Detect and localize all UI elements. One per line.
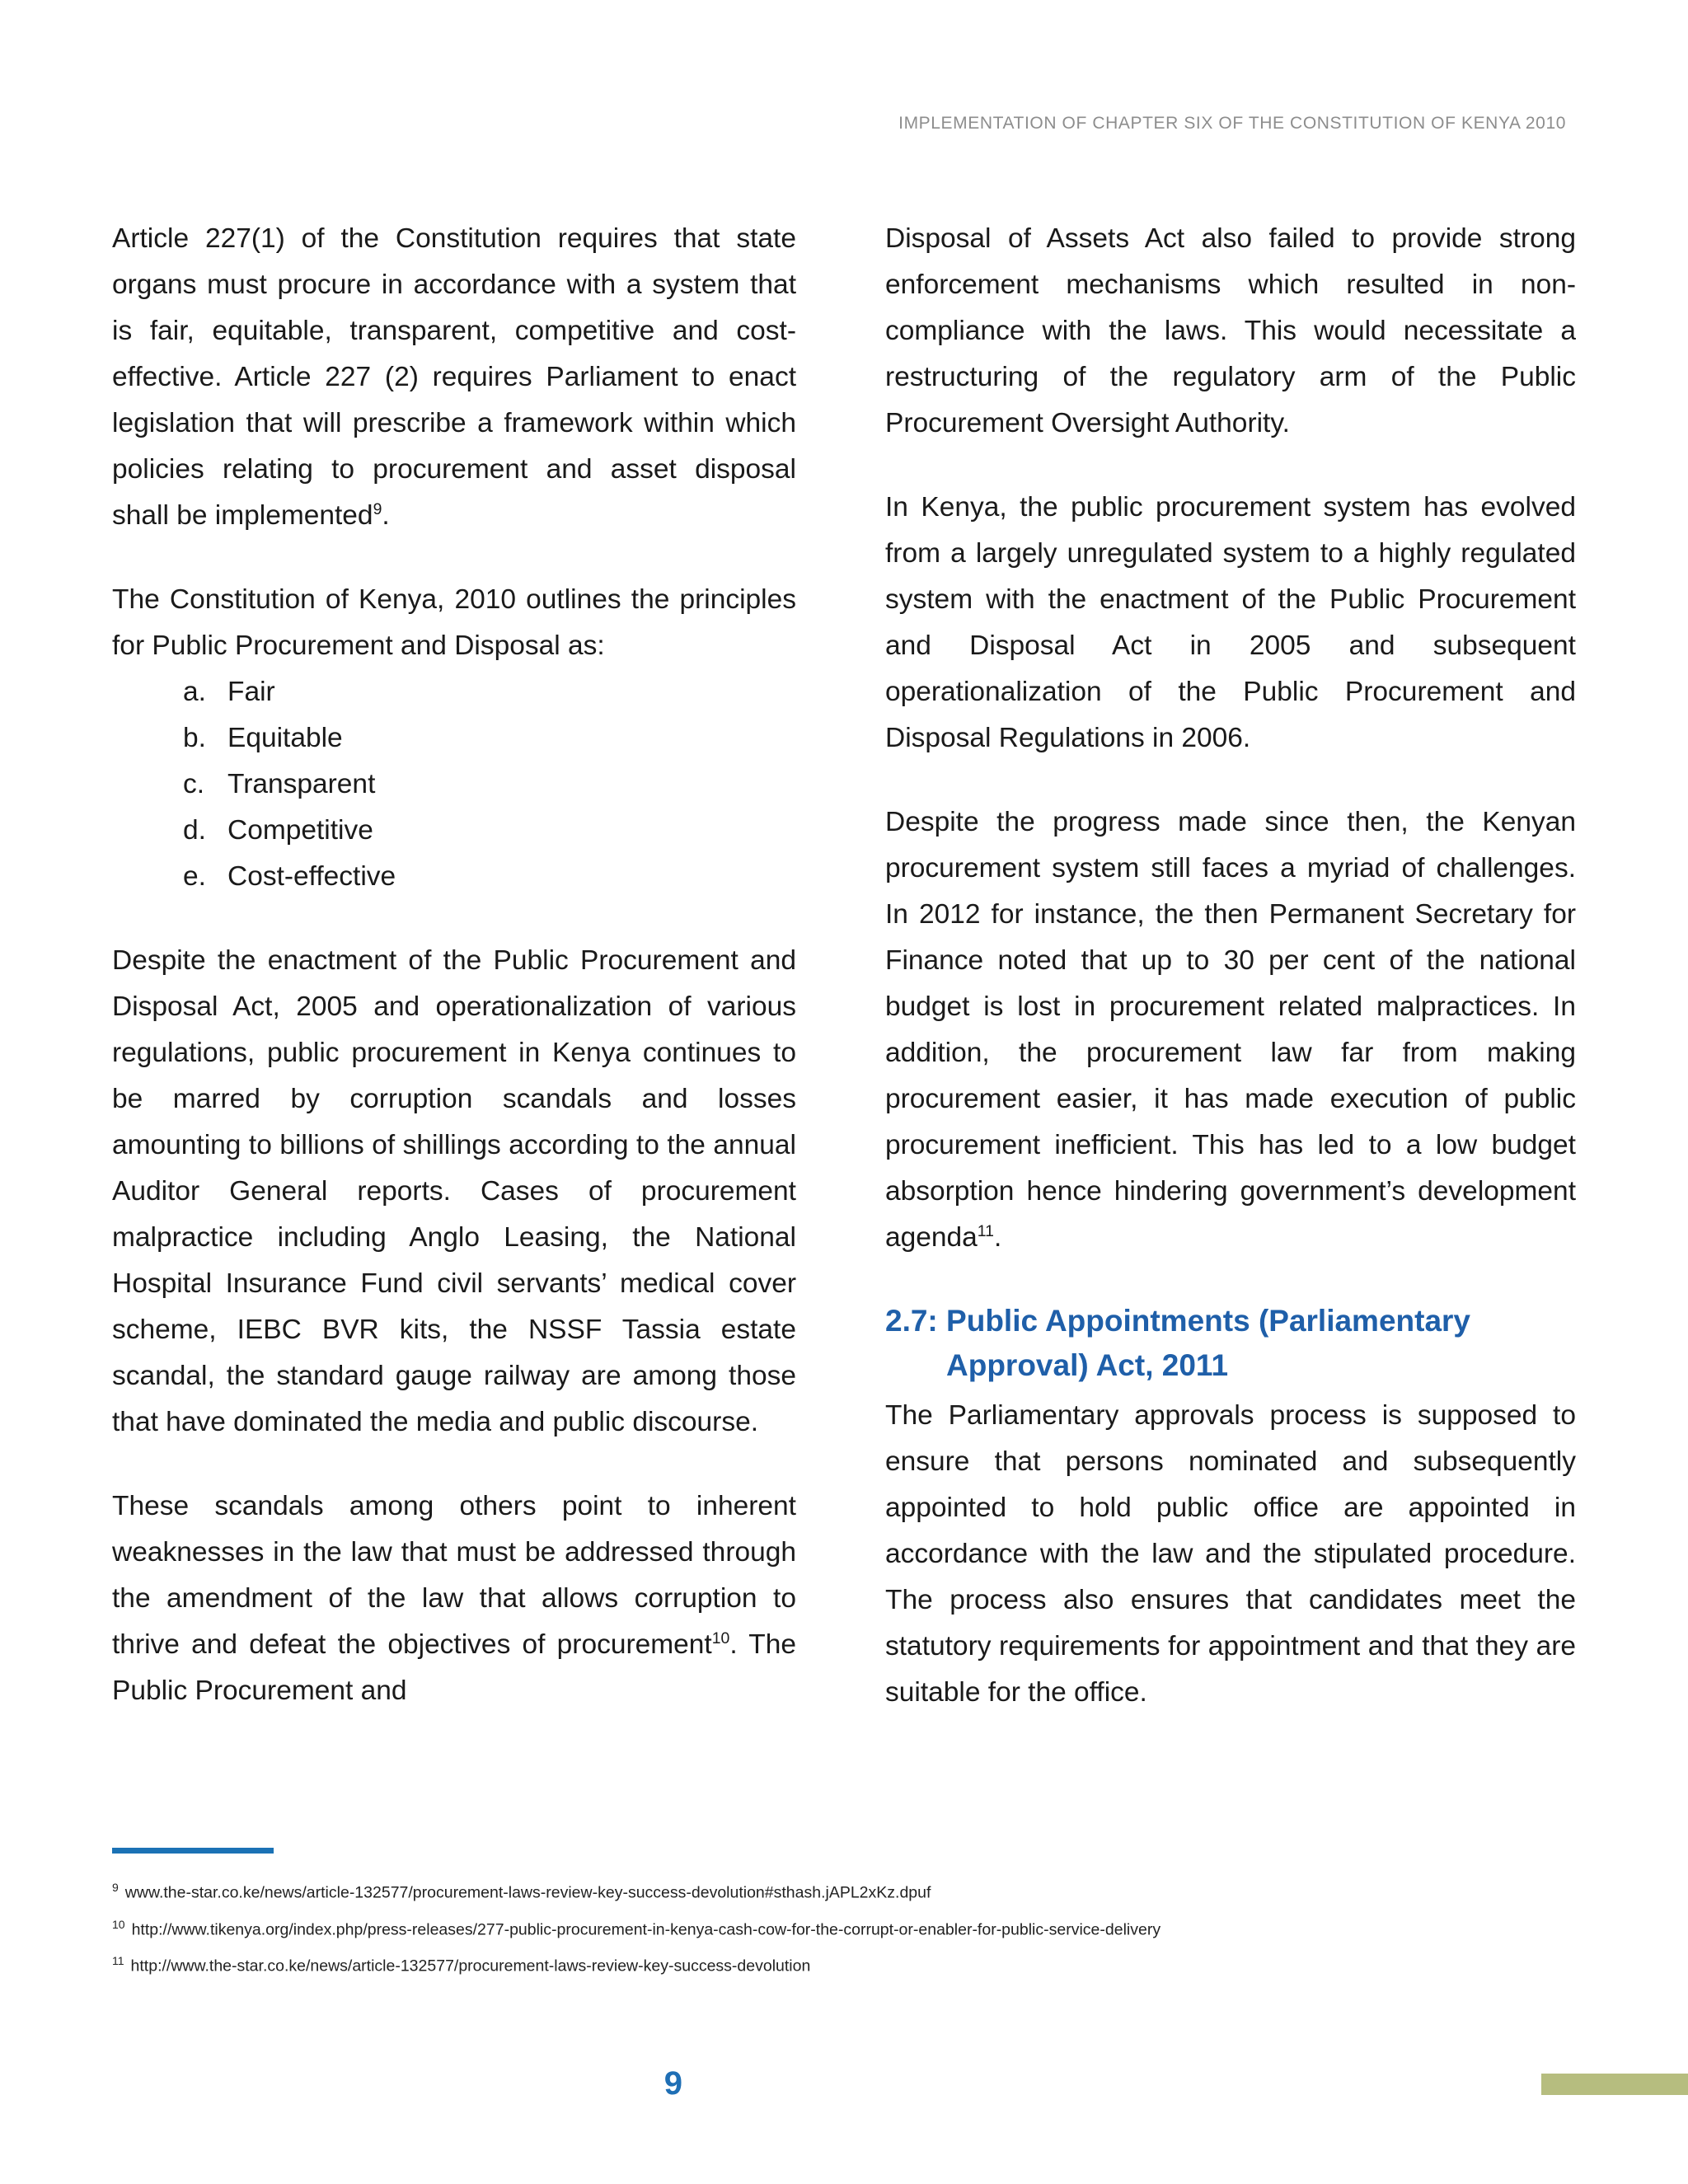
page-number: 9 xyxy=(663,2065,682,2102)
paragraph-principles-intro: The Constitution of Kenya, 2010 outlines the principles for Public Procurement and Disposal as: xyxy=(112,584,796,661)
paragraph-text-tail: . xyxy=(382,500,390,531)
left-column xyxy=(112,216,796,1716)
running-head: IMPLEMENTATION OF CHAPTER SIX OF THE CONSTITUTION OF KENYA 2010 xyxy=(898,114,1566,133)
footnote-number: 10 xyxy=(112,1917,125,1931)
footnote-item xyxy=(112,1945,1587,1982)
footer-accent-bar xyxy=(1541,2074,1688,2095)
body-columns xyxy=(112,216,1576,1716)
footnotes-section xyxy=(112,1848,1587,1982)
paragraph-challenges xyxy=(885,799,1576,1261)
page-footer xyxy=(0,2067,1688,2100)
footnote-number: 11 xyxy=(112,1954,124,1967)
paragraph-weaknesses xyxy=(112,1483,796,1714)
paragraph-text: These scandals among others point to inherent weaknesses in the law that must be addressed through the amendment of the law that allows corruption to thrive and defeat the objectives of procurement xyxy=(112,1491,796,1660)
list-item: Cost-effective xyxy=(227,861,396,892)
list-item: Equitable xyxy=(227,723,343,753)
footnote-item xyxy=(112,1909,1587,1946)
paragraph-disposal-assets: Disposal of Assets Act also failed to provide strong enforcement mechanisms which resulted in non-compliance with the laws. This would necessitate a restructuring of the regulatory arm of the Public Procurement Oversight Authority. xyxy=(885,223,1576,438)
footnote-ref-9[interactable]: 9 xyxy=(373,499,382,518)
paragraph-kenya-evolution: In Kenya, the public procurement system has evolved from a largely unregulated system to a highly regulated system with the enactment of the Public Procurement and Disposal Act in 2005 and subsequent operationalization of the Public Procurement and Disposal Regulations in 2006. xyxy=(885,492,1576,753)
paragraph-scandals: Despite the enactment of the Public Procurement and Disposal Act, 2005 and operationalization of various regulations, public procurement in Kenya continues to be marred by corruption scandals and losses amounting to billions of shillings according to the annual Auditor General reports. Cases of procurement malpractice including Anglo Leasing, the National Hospital Insurance Fund civil servants’ medical cover scheme, IEBC BVR kits, the NSSF Tassia estate scandal, the standard gauge railway are among those that have dominated the media and public discourse. xyxy=(112,945,796,1437)
paragraph-text: Article 227(1) of the Constitution requires that state organs must procure in accordance with a system that is fair, equitable, transparent, competitive and cost-effective. Article 227 (2) requires Parliament to enact legislation that will prescribe a framework within which policies relating to procurement and asset disposal shall be implemented xyxy=(112,223,796,531)
list-item: Transparent xyxy=(227,769,376,799)
footnote-ref-11[interactable]: 11 xyxy=(977,1221,994,1240)
footnote-url[interactable]: http://www.the-star.co.ke/news/article-132577/procurement-laws-review-key-success-devolution xyxy=(130,1957,811,1975)
footnote-url[interactable]: http://www.tikenya.org/index.php/press-releases/277-public-procurement-in-kenya-cash-cow-for-the-corrupt-or-enabler-for-public-service-delivery xyxy=(131,1920,1161,1938)
footnote-ref-10[interactable]: 10 xyxy=(711,1629,730,1647)
footnote-number: 9 xyxy=(112,1881,119,1894)
paragraph-parliamentary-approvals: The Parliamentary approvals process is supposed to ensure that persons nominated and subsequently appointed to hold public office are appointed in accordance with the law and the stipulated procedure. The process also ensures that candidates meet the statutory requirements for appointment and that they are suitable for the office. xyxy=(885,1400,1576,1708)
list-item: Fair xyxy=(227,677,275,707)
footnote-url[interactable]: www.the-star.co.ke/news/article-132577/procurement-laws-review-key-success-devolution#sthash.jAPL2xKz.dpuf xyxy=(124,1883,931,1902)
list-item: Competitive xyxy=(227,815,373,846)
paragraph-text: Despite the progress made since then, the Kenyan procurement system still faces a myriad of challenges. In 2012 for instance, the then Permanent Secretary for Finance noted that up to 30 per cent of the national budget is lost in procurement related malpractices. In addition, the procurement law far from making procurement easier, it has made execution of public procurement inefficient. This has led to a low budget absorption hence hindering government’s development agenda xyxy=(885,807,1576,1253)
paragraph-text-tail: . The Public Procurement and xyxy=(112,1629,796,1706)
right-column xyxy=(885,216,1576,1716)
principles-list xyxy=(112,669,796,900)
paragraph-article-227 xyxy=(112,216,796,539)
footnote-item xyxy=(112,1872,1587,1909)
footnote-separator-rule xyxy=(112,1848,274,1854)
section-heading-2-7: 2.7: Public Appointments (Parliamentary Approval) Act, 2011 xyxy=(885,1304,1471,1382)
paragraph-text-tail: . xyxy=(993,1222,1002,1253)
